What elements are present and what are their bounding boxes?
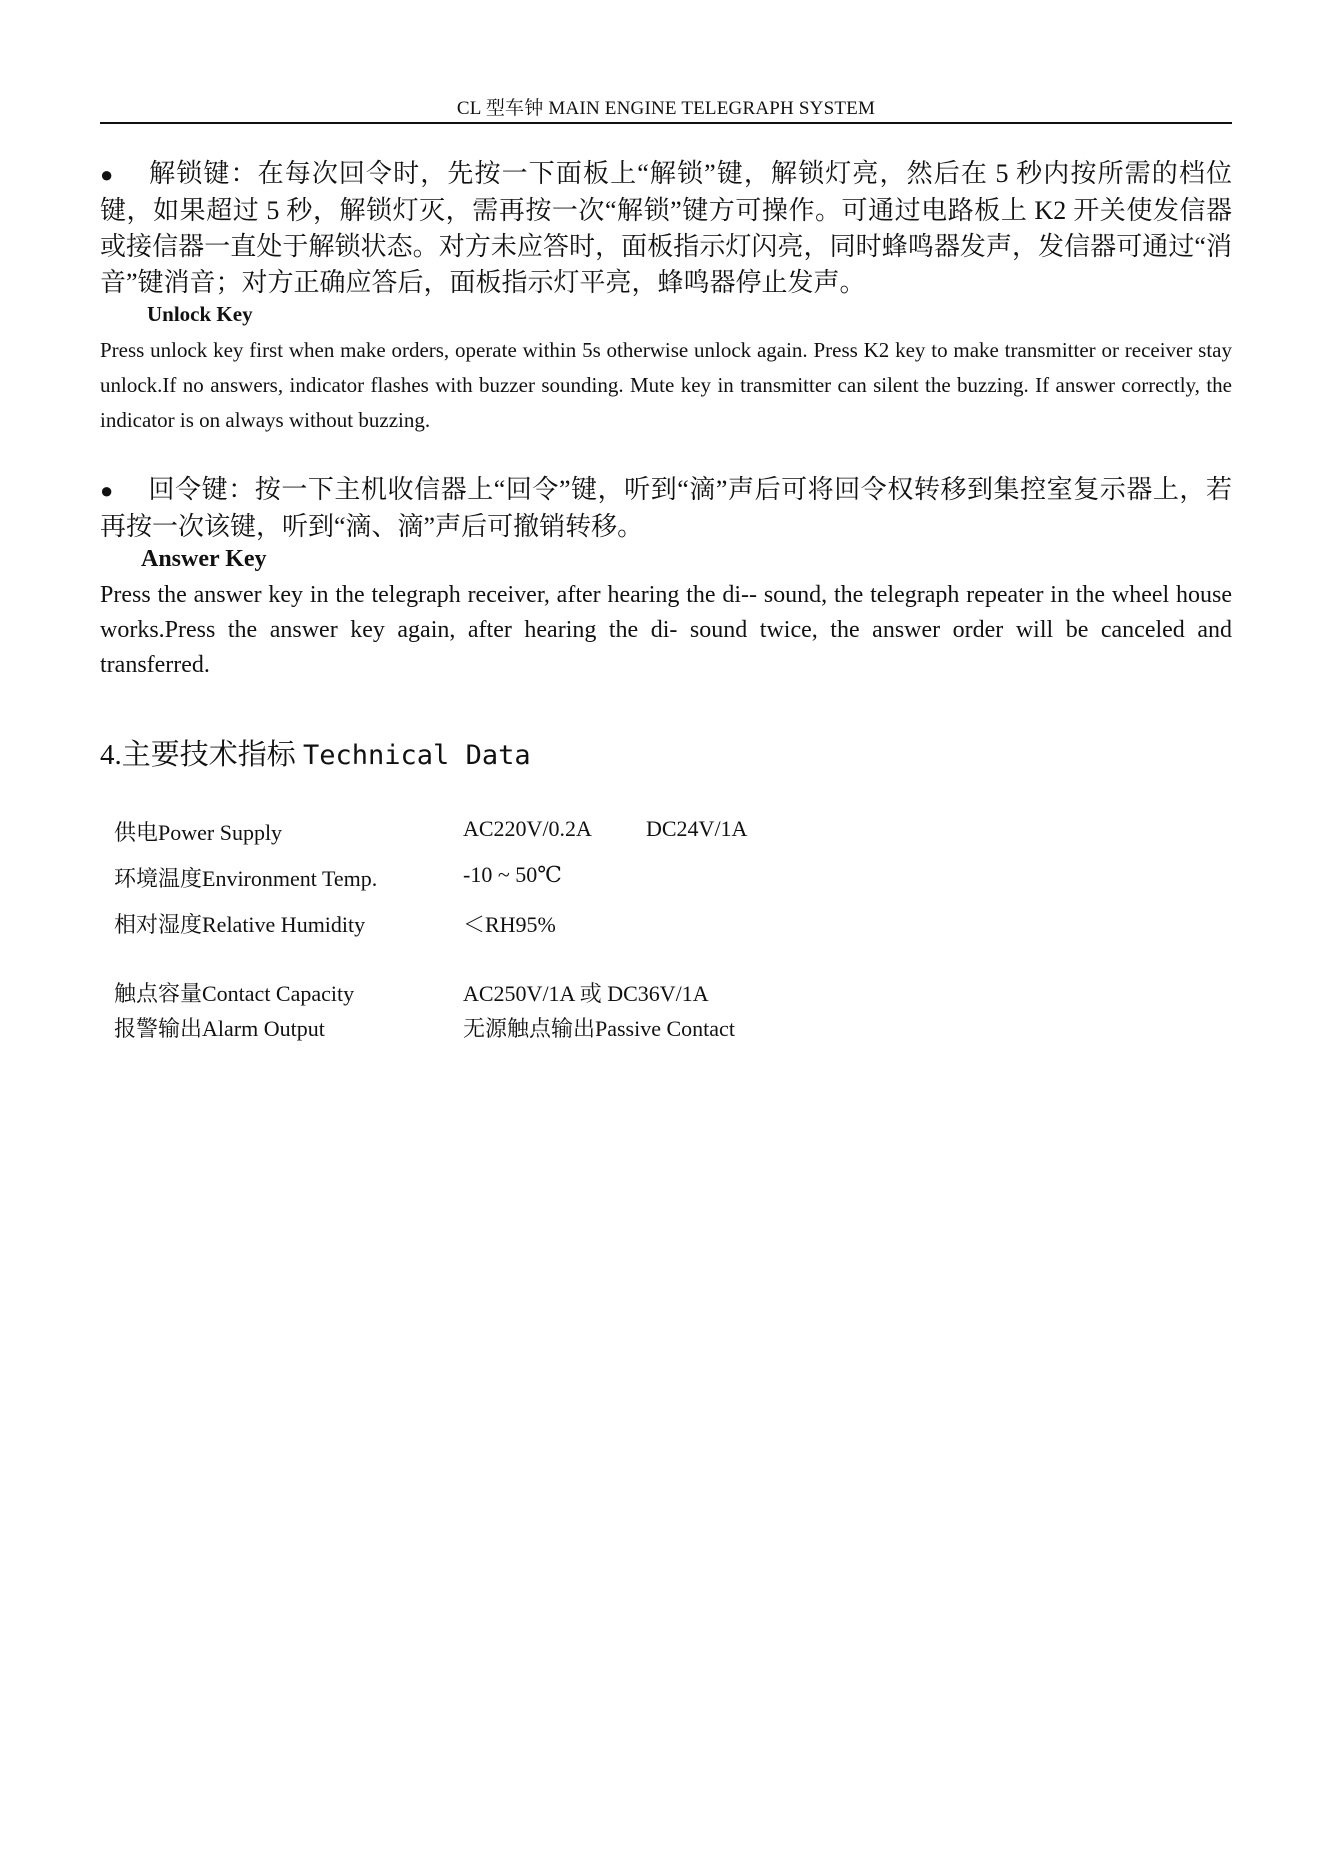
spec-label: 供电Power Supply [114,820,283,845]
answer-text-cn: 回令键：按一下主机收信器上“回令”键，听到“滴”声后可将回令权转移到集控室复示器上，若再按一次该键，听到“滴、滴”声后可撤销转移。 [100,475,1232,541]
spec-label: 触点容量Contact Capacity [114,981,355,1006]
spec-label: 相对湿度Relative Humidity [114,912,366,937]
header-rule [100,122,1232,124]
answer-text-en: Press the answer key in the telegraph receiver, after hearing the di-- sound, the telegraph repeater in the wheel house works.Press the answer key again, after hearing the di- sound twice, the answer order will be canceled and transferred. [100,582,1232,678]
bullet-icon: ● [100,478,114,503]
unlock-paragraph-cn [100,156,1232,301]
bullet-icon: ● [100,162,114,187]
section-title-en: Technical Data [303,740,531,771]
unlock-text-en: Press unlock key first when make orders, operate within 5s otherwise unlock again. Press K2 key to make transmitter or receiver stay unlock.If no answers, indicator flashes with buzzer sounding. Mute key in transmitter can silent the buzzing. If answer correctly, the indicator is on always without buzzing. [100,338,1232,432]
page-header: CL 型车钟 MAIN ENGINE TELEGRAPH SYSTEM [456,98,876,119]
unlock-text-cn: 解锁键：在每次回令时，先按一下面板上“解锁”键，解锁灯亮，然后在 5 秒内按所需的档位键，如果超过 5 秒，解锁灯灭，需再按一次“解锁”键方可操作。可通过电路板上 K2 开关使发信器或接信器一直处于解锁状态。对方未应答时，面板指示灯闪亮，同时蜂鸣器发声，发信器可通过“消音”键消音；对方正确应答后，面板指示灯平亮，蜂鸣器停止发声。 [100,159,1232,297]
answer-paragraph-cn [100,472,1232,545]
spec-value: AC250V/1A 或 DC36V/1A [463,981,709,1006]
spec-label: 报警输出Alarm Output [114,1016,325,1041]
answer-heading: Answer Key [141,546,267,572]
spec-value: 无源触点输出Passive Contact [463,1016,735,1041]
spec-value-secondary: DC24V/1A [646,816,748,841]
spec-label: 环境温度Environment Temp. [114,866,378,891]
spec-value: -10 ~ 50℃ [463,862,562,887]
spec-value: ＜RH95% [463,912,556,937]
section-title [100,732,531,773]
unlock-heading: Unlock Key [147,302,253,326]
section-title-cn: 4.主要技术指标 [100,739,296,771]
spec-value: AC220V/0.2A [463,816,592,841]
